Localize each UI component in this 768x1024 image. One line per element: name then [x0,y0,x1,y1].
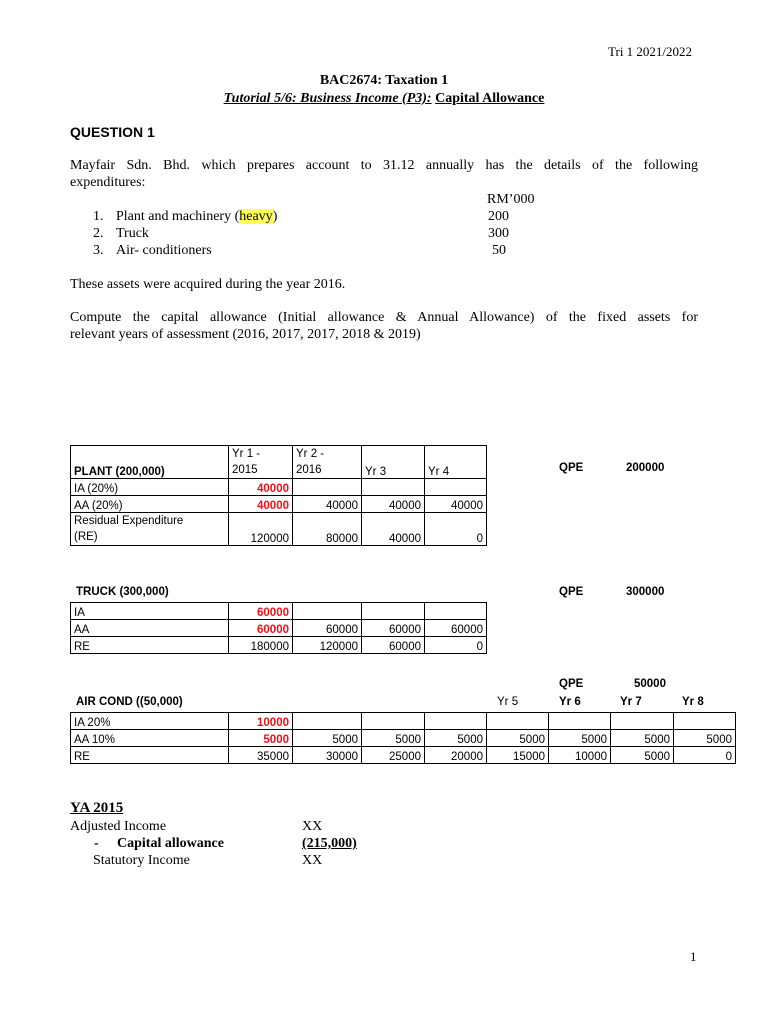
plant-qpe-label: QPE [559,462,584,474]
intro-line-2: expenditures: [70,175,146,190]
statutory-income-value: XX [302,853,323,868]
cell: 5000 [611,747,674,764]
cell: 5000 [674,730,736,747]
page-number: 1 [690,949,697,964]
aircond-qpe-label: QPE [559,678,584,690]
cell: 30000 [293,747,362,764]
cell: 40000 [425,496,487,513]
statutory-income-label: Statutory Income [93,853,190,868]
acquired-text: These assets were acquired during the year 2016. [70,277,346,292]
cell: 0 [674,747,736,764]
cell [293,603,362,620]
item-value: 50 [492,243,506,258]
cell [362,713,425,730]
cell [293,713,362,730]
item-number: 1. [93,209,104,224]
row-label: IA (20%) [71,479,229,496]
cell: 5000 [549,730,611,747]
question-heading: QUESTION 1 [70,124,155,140]
col-header: Yr 3 [362,446,425,479]
cell: 35000 [229,747,293,764]
aircond-qpe-value: 50000 [634,678,666,690]
adjusted-income-value: XX [302,819,323,834]
cell: 20000 [425,747,487,764]
cell: 15000 [487,747,549,764]
plant-qpe-value: 200000 [626,462,665,474]
cell: 60000 [362,620,425,637]
item-number: 3. [93,243,104,258]
truck-qpe-label: QPE [559,586,584,598]
cell [425,713,487,730]
course-title: BAC2674: Taxation 1 [319,73,449,88]
cell: 40000 [229,479,293,496]
year-label: Yr 8 [682,696,704,708]
cell [362,479,425,496]
cell [293,479,362,496]
item-label: Plant and machinery (heavy) [116,209,278,224]
truck-qpe-value: 300000 [626,586,665,598]
cell [549,713,611,730]
cell: 5000 [293,730,362,747]
year-label: Yr 5 [497,696,519,708]
item-label: Air- conditioners [116,243,212,258]
item-number: 2. [93,226,104,241]
col-header: Yr 1 - 2015 [229,446,293,479]
cell: 5000 [611,730,674,747]
intro-line-1: Mayfair Sdn. Bhd. which prepares account to 31.12 annually has the details of the following [70,158,698,173]
year-label: Yr 7 [620,696,642,708]
capital-allowance-label: Capital allowance [117,836,224,851]
cell: 60000 [293,620,362,637]
cell: 5000 [229,730,293,747]
item-value: 200 [488,209,509,224]
plant-table [70,445,487,546]
row-label: IA [71,603,229,620]
cell: 120000 [229,513,293,546]
cell: 60000 [362,637,425,654]
tutorial-title [0,91,768,107]
ca-dash: - [94,836,99,851]
cell: 40000 [362,513,425,546]
cell: 180000 [229,637,293,654]
truck-table [70,602,487,654]
cell: 60000 [229,603,293,620]
col-header: Yr 4 [425,446,487,479]
tutorial-topic: Capital Allowance [435,91,545,106]
row-label: Residual Expenditure (RE) [71,513,229,546]
aircond-title: AIR COND ((50,000) [76,696,183,708]
row-label: RE [71,637,229,654]
cell: 0 [425,637,487,654]
cell: 60000 [425,620,487,637]
tutorial-prefix: Tutorial 5/6: Business Income (P3): [223,91,432,106]
cell [611,713,674,730]
aircond-table [70,712,736,764]
item-value: 300 [488,226,509,241]
cell: 40000 [362,496,425,513]
truck-title: TRUCK (300,000) [76,586,169,598]
row-label: IA 20% [71,713,229,730]
cell: 0 [425,513,487,546]
cell: 5000 [425,730,487,747]
adjusted-income-label: Adjusted Income [70,819,167,834]
highlight-heavy: heavy [239,209,273,224]
cell [425,603,487,620]
cell: 10000 [549,747,611,764]
plant-title: PLANT (200,000) [71,446,229,479]
cell [425,479,487,496]
compute-line-2: relevant years of assessment (2016, 2017, 2017, 2018 & 2019) [70,327,421,342]
row-label: AA 10% [71,730,229,747]
row-label: RE [71,747,229,764]
capital-allowance-value: (215,000) [302,836,357,851]
cell: 25000 [362,747,425,764]
ya-heading: YA 2015 [70,800,124,816]
row-label: AA (20%) [71,496,229,513]
cell: 5000 [487,730,549,747]
cell: 5000 [362,730,425,747]
cell: 120000 [293,637,362,654]
year-label: Yr 6 [559,696,581,708]
compute-line-1: Compute the capital allowance (Initial allowance & Annual Allowance) of the fixed assets for [70,310,698,325]
cell: 60000 [229,620,293,637]
cell: 80000 [293,513,362,546]
cell: 40000 [229,496,293,513]
cell [674,713,736,730]
cell [362,603,425,620]
cell: 10000 [229,713,293,730]
cell [487,713,549,730]
cell: 40000 [293,496,362,513]
item-label: Truck [116,226,149,241]
col-header: Yr 2 - 2016 [293,446,362,479]
row-label: AA [71,620,229,637]
unit-header: RM’000 [487,192,535,207]
term-label: Tri 1 2021/2022 [608,44,693,59]
